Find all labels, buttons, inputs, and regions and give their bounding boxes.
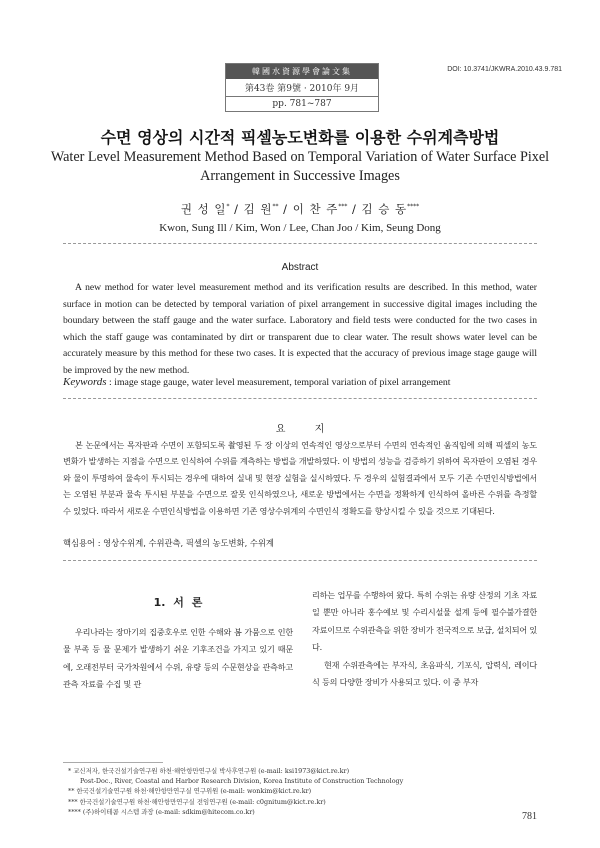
keywords-korean-text: 영상수위계, 수위관측, 픽셀의 농도변화, 수위계 [103,538,274,548]
keywords-korean-label: 핵심용어 [63,538,96,548]
yoji-body: 본 논문에서는 목자판과 수면이 포함되도록 촬영된 두 장 이상의 연속적인 영상으로부터 수면의 연속적인 움직임에 의해 픽셀의 농도변화가 발생하는 지점을 수면으로 인식하여 수위를 계측하는 방법을 개발하였다. 이 방법의 성능을 검증하기 위하여 목자판이 오염된 경우와 물이 투명하여 물속이 투시되는 경우에 대하여 실내 및 현장 실험을 실시하였다. 두 경우의 실험결과에서 모두 기존 수면인식방법에서는 오염된 부분과 물속 투시된 부분을 수면으로 잘못 인식하였으나, 새로운 방법에서는 수면을 정확하게 인식하여 올바른 수위를 측정할 수 있었다. 따라서 새로운 수면인식방법을 이용하면 기존 영상수위계의 수면인식 정확도를 향상시킬 수 있을 것으로 기대된다. [63,440,537,516]
footnote: * 교신저자, 한국건설기술연구원 하천·해안항만연구실 박사후연구원 (e-mail: ksi1973@kict.re.kr) [68,767,350,775]
keywords-text: image stage gauge, water level measurement, temporal variation of pixel arrangement [114,377,451,388]
footnotes [68,766,538,817]
journal-pages: pp. 781~787 [272,99,332,109]
title-english: Water Level Measurement Method Based on Temporal Variation of Water Surface Pixel Arrangement in Successive Images [50,149,550,184]
divider [63,560,537,561]
author-3-mark: *** [338,203,348,211]
keywords-label: Keywords [63,376,107,388]
journal-info-box [225,63,379,112]
abstract-body: A new method for water level measurement method and its verification results are described. In this method, water surface in motion can be detected by temporal variation of pixel arrangement in successive digital images including the boundary between the staff gauge and the water surface. Laboratory and field tests were conducted for the two cases in which the staff gauge was contaminated by dirt or transparent due to clear water. The result shows water level can be accurately measure by this method for these two cases. It is expected that the accuracy of previous image stage gauge will be improved by the new method. [63,282,537,376]
author-4-mark: **** [407,203,420,211]
divider [63,398,537,399]
keywords: Keywords : image stage gauge, water level measurement, temporal variation of pixel arrangement [63,376,451,388]
keywords-korean: 핵심용어 : 영상수위계, 수위관측, 픽셀의 농도변화, 수위계 [63,538,274,548]
page-number: 781 [522,811,537,822]
footnote: **** (주)하이테콤 시스템 과장 (e-mail: sdkim@hitecom.co.kr) [68,807,255,816]
author-3: 이 찬 주 [292,202,339,216]
footnote: ** 한국건설기술연구원 하천·해안항만연구실 연구위원 (e-mail: wonkim@kict.re.kr) [68,787,312,796]
journal-volume: 第43卷 第9號 · 2010年 9月 [226,79,378,97]
body-paragraph: 리하는 업무를 수행하여 왔다. 특히 수위는 유량 산정의 기초 자료일 뿐만 아니라 홍수예보 및 수리시설물 설계 등에 필수불가결한 자료이므로 수위관측을 위한 장비가 전국적으로 보급, 설치되어 있다. [312,590,537,653]
author-1: 권 성 일 [180,202,227,216]
footnote-divider [63,762,163,763]
footnote-english: Post-Doc., River, Coastal and Harbor Research Division, Korea Institute of Construction Technology [80,777,404,786]
body-left-column: 우리나라는 장마기의 집중호우로 인한 수해와 봄 가뭄으로 인한 물 부족 등 물 문제가 발생하기 쉬운 기후조건을 가지고 있기 때문에, 오래전부터 국가차원에서 수위, 유량 등의 수문현상을 관측하고 관측 자료를 수집 및 관 [63,627,293,690]
section-heading: 1. 서 론 [153,596,203,609]
title-korean: 수면 영상의 시간적 픽셀농도변화를 이용한 수위계측방법 [100,128,500,147]
author-1-mark: * [226,203,230,211]
divider [63,243,537,244]
author-2: 김 원 [243,202,273,216]
abstract-heading: Abstract [281,262,319,273]
author-2-mark: ** [272,203,279,211]
body-paragraph: 현재 수위관측에는 부자식, 초음파식, 기포식, 압력식, 레이다식 등의 다양한 장비가 사용되고 있다. 이 중 부자 [312,659,537,688]
author-4: 김 승 동 [361,202,408,216]
footnote: *** 한국건설기술연구원 하천·해안항만연구실 전임연구원 (e-mail: c0gnitum@kict.re.kr) [68,797,326,806]
doi: DOI: 10.3741/JKWRA.2010.43.9.781 [447,66,562,73]
authors-korean: 권 성 일* / 김 원** / 이 찬 주*** / 김 승 동**** [180,202,420,216]
journal-name: 韓國水資源學會論文集 [226,64,378,79]
yoji-heading: 요 지 [275,424,325,435]
authors-english: Kwon, Sung Ill / Kim, Won / Lee, Chan Joo / Kim, Seung Dong [159,222,441,234]
body-right-column [312,587,537,691]
